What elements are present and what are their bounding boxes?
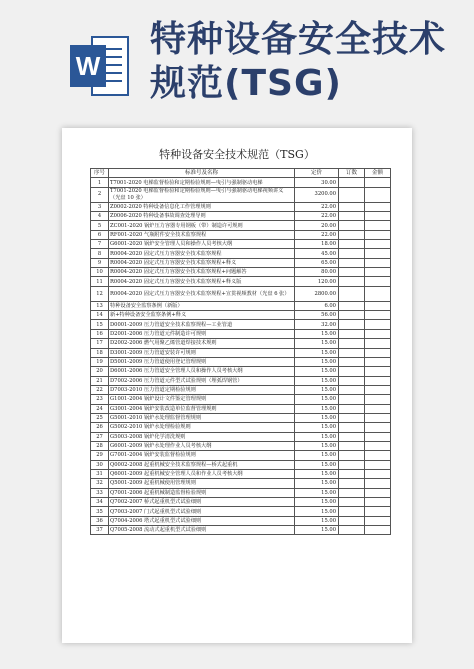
table-row bbox=[91, 277, 391, 286]
row-name: T7001-2020 电梯监督检验和定期检验规则—曳引与强制驱动电梯 bbox=[109, 178, 295, 187]
table-row bbox=[91, 357, 391, 366]
header-price: 定价 bbox=[295, 169, 339, 178]
row-quantity bbox=[339, 423, 365, 432]
document-page bbox=[62, 128, 412, 643]
table-row bbox=[91, 202, 391, 211]
row-name: T7001-2020 电梯监督检验和定期检验规则—曳引与强制驱动电梯视频讲义（光盘 10 张） bbox=[109, 187, 295, 202]
row-quantity bbox=[339, 268, 365, 277]
row-name: Q7002-2007 桥式起重机型式试验细则 bbox=[109, 498, 295, 507]
row-quantity bbox=[339, 469, 365, 478]
row-name: G6001-2009 锅炉水处理作业人员考核大纲 bbox=[109, 441, 295, 450]
row-price: 18.00 bbox=[295, 240, 339, 249]
row-name: G5001-2010 锅炉水处理监督管理规则 bbox=[109, 413, 295, 422]
row-quantity bbox=[339, 187, 365, 202]
table-row bbox=[91, 460, 391, 469]
row-price: 32.00 bbox=[295, 320, 339, 329]
row-name: Q7005-2008 流动式起重机型式试验细则 bbox=[109, 526, 295, 535]
row-quantity bbox=[339, 526, 365, 535]
row-price: 15.00 bbox=[295, 526, 339, 535]
row-quantity bbox=[339, 202, 365, 211]
row-amount bbox=[365, 423, 391, 432]
row-name: G7001-2004 锅炉安装监督检验规则 bbox=[109, 451, 295, 460]
row-number: 20 bbox=[91, 367, 109, 376]
row-amount bbox=[365, 395, 391, 404]
row-name: Q6001-2009 起重机械安全管理人员和作业人员考核大纲 bbox=[109, 469, 295, 478]
table-row bbox=[91, 212, 391, 221]
row-price: 15.00 bbox=[295, 488, 339, 497]
row-quantity bbox=[339, 249, 365, 258]
row-number: 33 bbox=[91, 488, 109, 497]
table-row bbox=[91, 507, 391, 516]
row-price: 15.00 bbox=[295, 498, 339, 507]
row-amount bbox=[365, 268, 391, 277]
row-name: R0004-2020 固定式压力容器安全技术监察规程+释义版 bbox=[109, 277, 295, 286]
row-name: Q7003-2007 门式起重机型式试验细则 bbox=[109, 507, 295, 516]
table-header-row bbox=[91, 169, 391, 178]
row-amount bbox=[365, 488, 391, 497]
row-quantity bbox=[339, 451, 365, 460]
row-name: D7003-2010 压力管道定期检验规则 bbox=[109, 385, 295, 394]
row-amount bbox=[365, 432, 391, 441]
row-amount bbox=[365, 339, 391, 348]
row-number: 26 bbox=[91, 423, 109, 432]
table-row bbox=[91, 441, 391, 450]
row-price: 15.00 bbox=[295, 479, 339, 488]
row-price: 15.00 bbox=[295, 376, 339, 385]
row-name: Z0002-2020 特种设备信息化工作管理规则 bbox=[109, 202, 295, 211]
banner-title bbox=[150, 18, 470, 106]
row-amount bbox=[365, 479, 391, 488]
table-row bbox=[91, 301, 391, 310]
row-number: 23 bbox=[91, 395, 109, 404]
row-number: 12 bbox=[91, 286, 109, 301]
row-amount bbox=[365, 202, 391, 211]
row-number: 1 bbox=[91, 178, 109, 187]
row-price: 15.00 bbox=[295, 395, 339, 404]
row-quantity bbox=[339, 258, 365, 267]
row-name: R0004-2020 固定式压力容器安全技术监察规程+问题解答 bbox=[109, 268, 295, 277]
row-price: 15.00 bbox=[295, 423, 339, 432]
row-price: 15.00 bbox=[295, 385, 339, 394]
row-price: 30.00 bbox=[295, 178, 339, 187]
row-number: 18 bbox=[91, 348, 109, 357]
table-row bbox=[91, 221, 391, 230]
row-price: 6.00 bbox=[295, 301, 339, 310]
row-quantity bbox=[339, 498, 365, 507]
row-quantity bbox=[339, 516, 365, 525]
table-row bbox=[91, 479, 391, 488]
row-number: 36 bbox=[91, 516, 109, 525]
row-name: G5003-2008 锅炉化学清洗规则 bbox=[109, 432, 295, 441]
row-number: 27 bbox=[91, 432, 109, 441]
row-name: 新+特种设备安全监察条例+释义 bbox=[109, 311, 295, 320]
row-amount bbox=[365, 286, 391, 301]
row-quantity bbox=[339, 432, 365, 441]
table-row bbox=[91, 498, 391, 507]
row-number: 6 bbox=[91, 230, 109, 239]
table-row bbox=[91, 178, 391, 187]
row-name: 特种设备安全监察条例（新版） bbox=[109, 301, 295, 310]
table-row bbox=[91, 469, 391, 478]
document-title: 特种设备安全技术规范（TSG） bbox=[159, 148, 315, 161]
row-price: 15.00 bbox=[295, 441, 339, 450]
row-amount bbox=[365, 230, 391, 239]
row-number: 35 bbox=[91, 507, 109, 516]
row-name: D7002-2006 压力管道元件型式试验规则（埋弧焊钢管） bbox=[109, 376, 295, 385]
row-number: 34 bbox=[91, 498, 109, 507]
table-row bbox=[91, 329, 391, 338]
row-number: 19 bbox=[91, 357, 109, 366]
row-quantity bbox=[339, 339, 365, 348]
table-row bbox=[91, 404, 391, 413]
row-name: R0004-2020 固定式压力容器安全技术监察规程 bbox=[109, 249, 295, 258]
row-amount bbox=[365, 404, 391, 413]
row-number: 29 bbox=[91, 451, 109, 460]
banner bbox=[0, 0, 474, 118]
row-price: 15.00 bbox=[295, 404, 339, 413]
row-quantity bbox=[339, 460, 365, 469]
table-row bbox=[91, 516, 391, 525]
row-number: 31 bbox=[91, 469, 109, 478]
row-quantity bbox=[339, 507, 365, 516]
row-amount bbox=[365, 187, 391, 202]
table-row bbox=[91, 339, 391, 348]
row-price: 15.00 bbox=[295, 507, 339, 516]
row-quantity bbox=[339, 441, 365, 450]
row-quantity bbox=[339, 357, 365, 366]
row-amount bbox=[365, 451, 391, 460]
row-name: D6001-2006 压力管道安全管理人员和操作人员考核大纲 bbox=[109, 367, 295, 376]
row-amount bbox=[365, 367, 391, 376]
row-number: 3 bbox=[91, 202, 109, 211]
row-price: 22.00 bbox=[295, 202, 339, 211]
row-name: Q7001-2006 起重机械制造监督检验规则 bbox=[109, 488, 295, 497]
table-row bbox=[91, 413, 391, 422]
table-row bbox=[91, 376, 391, 385]
row-amount bbox=[365, 526, 391, 535]
row-quantity bbox=[339, 301, 365, 310]
row-amount bbox=[365, 329, 391, 338]
row-amount bbox=[365, 516, 391, 525]
row-quantity bbox=[339, 376, 365, 385]
row-price: 15.00 bbox=[295, 451, 339, 460]
row-quantity bbox=[339, 367, 365, 376]
word-icon-letter: W bbox=[75, 51, 101, 81]
row-amount bbox=[365, 258, 391, 267]
row-amount bbox=[365, 385, 391, 394]
row-quantity bbox=[339, 230, 365, 239]
row-name: G6001-2020 锅炉安全管理人员和操作人员考核大纲 bbox=[109, 240, 295, 249]
table-row bbox=[91, 258, 391, 267]
row-price: 20.00 bbox=[295, 221, 339, 230]
row-number: 8 bbox=[91, 249, 109, 258]
row-number: 4 bbox=[91, 212, 109, 221]
row-amount bbox=[365, 498, 391, 507]
row-amount bbox=[365, 212, 391, 221]
table-row bbox=[91, 286, 391, 301]
table-row bbox=[91, 320, 391, 329]
row-name: G1001-2004 锅炉设计文件鉴定管理规则 bbox=[109, 395, 295, 404]
row-number: 15 bbox=[91, 320, 109, 329]
table-row bbox=[91, 367, 391, 376]
row-price: 15.00 bbox=[295, 348, 339, 357]
row-quantity bbox=[339, 320, 365, 329]
row-name: R0004-2020 固定式压力容器安全技术监察规程+释义 bbox=[109, 258, 295, 267]
row-price: 65.00 bbox=[295, 258, 339, 267]
table-row bbox=[91, 249, 391, 258]
row-name: G5002-2010 锅炉水处理检验规则 bbox=[109, 423, 295, 432]
banner-title-line2: 规范(TSG) bbox=[150, 63, 342, 104]
row-price: 22.00 bbox=[295, 212, 339, 221]
row-amount bbox=[365, 178, 391, 187]
row-quantity bbox=[339, 404, 365, 413]
row-name: ZC001-2020 锅炉压力容器专用钢板（带）制造许可规则 bbox=[109, 221, 295, 230]
header-amount: 金额 bbox=[365, 169, 391, 178]
row-number: 28 bbox=[91, 441, 109, 450]
row-quantity bbox=[339, 413, 365, 422]
row-number: 32 bbox=[91, 479, 109, 488]
table-row bbox=[91, 395, 391, 404]
row-name: D2002-2006 燃气用聚乙烯管道焊接技术规则 bbox=[109, 339, 295, 348]
row-amount bbox=[365, 507, 391, 516]
header-name: 标准号及名称 bbox=[109, 169, 295, 178]
row-name: Q0002-2008 起重机械安全技术监察规程—桥式起重机 bbox=[109, 460, 295, 469]
row-amount bbox=[365, 320, 391, 329]
row-number: 2 bbox=[91, 187, 109, 202]
row-name: Z0006-2020 特种设备事故调查处理导则 bbox=[109, 212, 295, 221]
row-price: 45.00 bbox=[295, 249, 339, 258]
table-row bbox=[91, 488, 391, 497]
row-price: 2800.00 bbox=[295, 286, 339, 301]
row-amount bbox=[365, 376, 391, 385]
table-row bbox=[91, 311, 391, 320]
row-name: G3001-2004 锅炉安装改造单位监督管理规则 bbox=[109, 404, 295, 413]
table-row bbox=[91, 385, 391, 394]
row-price: 80.00 bbox=[295, 268, 339, 277]
row-number: 22 bbox=[91, 385, 109, 394]
row-number: 37 bbox=[91, 526, 109, 535]
row-amount bbox=[365, 311, 391, 320]
row-price: 15.00 bbox=[295, 432, 339, 441]
row-price: 15.00 bbox=[295, 516, 339, 525]
row-price: 15.00 bbox=[295, 469, 339, 478]
row-price: 22.00 bbox=[295, 230, 339, 239]
row-quantity bbox=[339, 488, 365, 497]
row-name: D3001-2009 压力管道安装许可规则 bbox=[109, 348, 295, 357]
table-row bbox=[91, 240, 391, 249]
row-amount bbox=[365, 277, 391, 286]
row-number: 17 bbox=[91, 339, 109, 348]
banner-title-line1: 特种设备安全技术 bbox=[150, 19, 447, 60]
row-name: Q7004-2006 塔式起重机型式试验细则 bbox=[109, 516, 295, 525]
table-row bbox=[91, 423, 391, 432]
header-quantity: 订数 bbox=[339, 169, 365, 178]
row-number: 13 bbox=[91, 301, 109, 310]
row-name: D0001-2009 压力管道安全技术监察规程—工业管道 bbox=[109, 320, 295, 329]
row-quantity bbox=[339, 395, 365, 404]
row-quantity bbox=[339, 479, 365, 488]
table-row bbox=[91, 432, 391, 441]
row-number: 21 bbox=[91, 376, 109, 385]
row-number: 11 bbox=[91, 277, 109, 286]
row-quantity bbox=[339, 311, 365, 320]
row-price: 56.00 bbox=[295, 311, 339, 320]
word-document-icon bbox=[70, 35, 130, 97]
row-price: 15.00 bbox=[295, 357, 339, 366]
row-quantity bbox=[339, 385, 365, 394]
row-name: RF001-2020 气瓶附件安全技术监察规程 bbox=[109, 230, 295, 239]
row-amount bbox=[365, 357, 391, 366]
row-amount bbox=[365, 240, 391, 249]
row-amount bbox=[365, 221, 391, 230]
table-row bbox=[91, 348, 391, 357]
row-quantity bbox=[339, 240, 365, 249]
row-number: 25 bbox=[91, 413, 109, 422]
row-name: R0004-2020 固定式压力容器安全技术监察规程+宣贯视频教材（光盘 6 张） bbox=[109, 286, 295, 301]
row-number: 5 bbox=[91, 221, 109, 230]
table-row bbox=[91, 268, 391, 277]
row-price: 15.00 bbox=[295, 413, 339, 422]
table-row bbox=[91, 451, 391, 460]
standards-table bbox=[90, 168, 391, 535]
row-quantity bbox=[339, 212, 365, 221]
row-amount bbox=[365, 301, 391, 310]
row-name: D5001-2009 压力管道使用登记管理规则 bbox=[109, 357, 295, 366]
row-amount bbox=[365, 348, 391, 357]
row-quantity bbox=[339, 221, 365, 230]
row-number: 9 bbox=[91, 258, 109, 267]
row-number: 10 bbox=[91, 268, 109, 277]
row-quantity bbox=[339, 277, 365, 286]
row-number: 14 bbox=[91, 311, 109, 320]
table-row bbox=[91, 526, 391, 535]
row-quantity bbox=[339, 178, 365, 187]
row-name: Q5001-2009 起重机械使用管理规则 bbox=[109, 479, 295, 488]
row-price: 15.00 bbox=[295, 329, 339, 338]
row-number: 30 bbox=[91, 460, 109, 469]
row-price: 15.00 bbox=[295, 339, 339, 348]
row-quantity bbox=[339, 348, 365, 357]
row-price: 15.00 bbox=[295, 460, 339, 469]
table-body bbox=[91, 178, 391, 535]
row-number: 24 bbox=[91, 404, 109, 413]
row-amount bbox=[365, 469, 391, 478]
row-amount bbox=[365, 413, 391, 422]
row-quantity bbox=[339, 286, 365, 301]
row-price: 15.00 bbox=[295, 367, 339, 376]
row-number: 16 bbox=[91, 329, 109, 338]
row-amount bbox=[365, 460, 391, 469]
row-price: 3200.00 bbox=[295, 187, 339, 202]
table-row bbox=[91, 230, 391, 239]
row-amount bbox=[365, 249, 391, 258]
row-price: 120.00 bbox=[295, 277, 339, 286]
row-quantity bbox=[339, 329, 365, 338]
row-amount bbox=[365, 441, 391, 450]
row-name: D2001-2006 压力管道元件制造许可规则 bbox=[109, 329, 295, 338]
row-number: 7 bbox=[91, 240, 109, 249]
table-row bbox=[91, 187, 391, 202]
header-number: 序号 bbox=[91, 169, 109, 178]
